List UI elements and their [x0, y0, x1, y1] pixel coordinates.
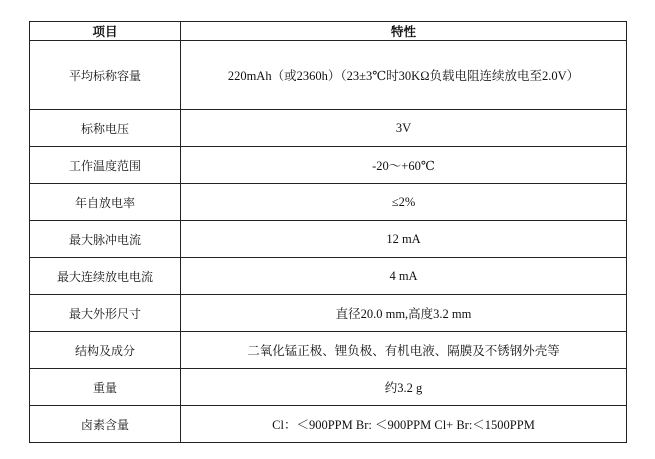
row-label: 结构及成分 [30, 332, 181, 369]
row-value: ≤2% [181, 184, 627, 221]
row-value: 约3.2 g [181, 369, 627, 406]
row-label: 最大外形尺寸 [30, 295, 181, 332]
table-row [30, 184, 627, 221]
row-value: 12 mA [181, 221, 627, 258]
row-label: 最大连续放电电流 [30, 258, 181, 295]
table-row [30, 110, 627, 147]
row-value: 直径20.0 mm,高度3.2 mm [181, 295, 627, 332]
row-label: 平均标称容量 [30, 41, 181, 110]
row-value: -20～+60℃ [181, 147, 627, 184]
header-characteristic: 特性 [181, 22, 627, 41]
row-label: 工作温度范围 [30, 147, 181, 184]
row-label: 卤素含量 [30, 406, 181, 443]
row-value: 3V [181, 110, 627, 147]
table-row [30, 221, 627, 258]
table-row [30, 406, 627, 443]
table-row [30, 369, 627, 406]
row-value: Cl：＜900PPM Br: ＜900PPM Cl+ Br:＜1500PPM [181, 406, 627, 443]
row-label: 重量 [30, 369, 181, 406]
row-value: 4 mA [181, 258, 627, 295]
table-row [30, 332, 627, 369]
table-row [30, 295, 627, 332]
row-label: 最大脉冲电流 [30, 221, 181, 258]
spec-table [29, 21, 627, 443]
row-label: 标称电压 [30, 110, 181, 147]
row-value: 220mAh（或2360h）（23±3℃时30KΩ负载电阻连续放电至2.0V） [181, 41, 627, 110]
header-item: 项目 [30, 22, 181, 41]
row-label: 年自放电率 [30, 184, 181, 221]
table-header-row [30, 22, 627, 41]
row-value: 二氧化锰正极、锂负极、有机电液、隔膜及不锈钢外壳等 [181, 332, 627, 369]
table-row [30, 258, 627, 295]
table-row [30, 147, 627, 184]
table-row [30, 41, 627, 110]
